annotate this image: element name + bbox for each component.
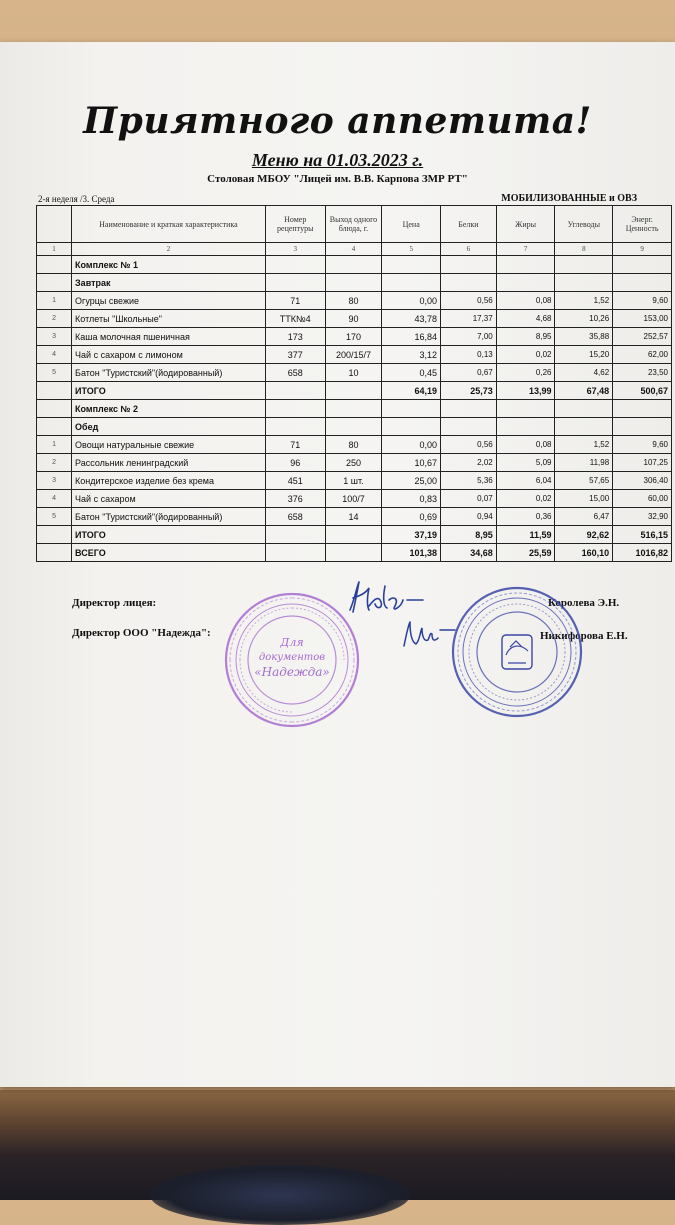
menu-date: Меню на 01.03.2023 г. bbox=[251, 150, 424, 170]
carbs: 11,98 bbox=[555, 454, 613, 472]
meal-row-label: Обед bbox=[72, 418, 266, 436]
column-number: 8 bbox=[555, 243, 613, 256]
director-label: Директор лицея: bbox=[72, 597, 157, 609]
column-number: 3 bbox=[265, 243, 325, 256]
empty-cell bbox=[496, 256, 555, 274]
empty-cell bbox=[325, 256, 382, 274]
column-header: Цена bbox=[382, 206, 441, 243]
table-row bbox=[37, 472, 672, 490]
empty-cell bbox=[555, 418, 613, 436]
empty-cell bbox=[382, 256, 441, 274]
portion: 80 bbox=[325, 292, 382, 310]
empty-cell bbox=[555, 274, 613, 292]
price: 0,00 bbox=[382, 292, 441, 310]
row-number: 4 bbox=[37, 490, 72, 508]
ooo-director-label: Директор ООО "Надежда": bbox=[72, 627, 211, 639]
price: 16,84 bbox=[382, 328, 441, 346]
empty-cell bbox=[555, 400, 613, 418]
protein: 5,36 bbox=[441, 472, 497, 490]
grand-total-row bbox=[37, 544, 672, 562]
empty-cell bbox=[325, 544, 382, 562]
dish-name: Каша молочная пшеничная bbox=[72, 328, 266, 346]
recipe-number: 451 bbox=[265, 472, 325, 490]
portion: 250 bbox=[325, 454, 382, 472]
total-fat: 11,59 bbox=[496, 526, 555, 544]
empty-cell bbox=[496, 418, 555, 436]
dish-name: Батон "Туристский"(йодированный) bbox=[72, 364, 266, 382]
empty-cell bbox=[37, 418, 72, 436]
price: 0,00 bbox=[382, 436, 441, 454]
dish-name: Рассольник ленинградский bbox=[72, 454, 266, 472]
column-number: 5 bbox=[382, 243, 441, 256]
price: 3,12 bbox=[382, 346, 441, 364]
protein: 2,02 bbox=[441, 454, 497, 472]
empty-cell bbox=[613, 256, 672, 274]
empty-cell bbox=[37, 544, 72, 562]
empty-cell bbox=[441, 256, 497, 274]
empty-cell bbox=[441, 400, 497, 418]
carbs: 57,65 bbox=[555, 472, 613, 490]
portion: 80 bbox=[325, 436, 382, 454]
table-row bbox=[37, 364, 672, 382]
portion: 90 bbox=[325, 310, 382, 328]
object-shadow bbox=[150, 1165, 410, 1225]
table-row bbox=[37, 310, 672, 328]
protein: 0,94 bbox=[441, 508, 497, 526]
fat: 0,26 bbox=[496, 364, 555, 382]
energy: 60,00 bbox=[613, 490, 672, 508]
total-label: ВСЕГО bbox=[72, 544, 266, 562]
column-header: Жиры bbox=[496, 206, 555, 243]
dish-name: Огурцы свежие bbox=[72, 292, 266, 310]
column-number: 6 bbox=[441, 243, 497, 256]
fat: 6,04 bbox=[496, 472, 555, 490]
portion: 100/7 bbox=[325, 490, 382, 508]
director-name: Королева Э.Н. bbox=[548, 597, 620, 609]
energy: 107,25 bbox=[613, 454, 672, 472]
row-number: 3 bbox=[37, 472, 72, 490]
protein: 7,00 bbox=[441, 328, 497, 346]
total-energy: 1016,82 bbox=[613, 544, 672, 562]
fat: 4,68 bbox=[496, 310, 555, 328]
company-stamp bbox=[222, 590, 362, 730]
dish-name: Котлеты "Школьные" bbox=[72, 310, 266, 328]
empty-cell bbox=[325, 274, 382, 292]
total-energy: 516,15 bbox=[613, 526, 672, 544]
recipe-number: 377 bbox=[265, 346, 325, 364]
price: 0,83 bbox=[382, 490, 441, 508]
energy: 62,00 bbox=[613, 346, 672, 364]
table-header-row bbox=[37, 206, 672, 243]
dish-name: Чай с сахаром с лимоном bbox=[72, 346, 266, 364]
row-number: 5 bbox=[37, 508, 72, 526]
dish-name: Батон "Туристский"(йодированный) bbox=[72, 508, 266, 526]
empty-cell bbox=[613, 418, 672, 436]
protein: 17,37 bbox=[441, 310, 497, 328]
recipe-number: 376 bbox=[265, 490, 325, 508]
column-number: 1 bbox=[37, 243, 72, 256]
carbs: 10,26 bbox=[555, 310, 613, 328]
total-fat: 13,99 bbox=[496, 382, 555, 400]
price: 0,45 bbox=[382, 364, 441, 382]
table-row bbox=[37, 292, 672, 310]
total-energy: 500,67 bbox=[613, 382, 672, 400]
empty-cell bbox=[37, 274, 72, 292]
meal-row-label: Завтрак bbox=[72, 274, 266, 292]
stamp-text-2: документов bbox=[258, 652, 326, 663]
meal-row bbox=[37, 418, 672, 436]
column-number: 9 bbox=[613, 243, 672, 256]
empty-cell bbox=[325, 418, 382, 436]
complex-row-label: Комплекс № 1 bbox=[72, 256, 266, 274]
carbs: 4,62 bbox=[555, 364, 613, 382]
total-carbs: 67,48 bbox=[555, 382, 613, 400]
table-row bbox=[37, 490, 672, 508]
carbs: 15,20 bbox=[555, 346, 613, 364]
fat: 0,02 bbox=[496, 490, 555, 508]
price: 25,00 bbox=[382, 472, 441, 490]
recipe-number: 658 bbox=[265, 508, 325, 526]
protein: 0,13 bbox=[441, 346, 497, 364]
meal-row bbox=[37, 274, 672, 292]
total-fat: 25,59 bbox=[496, 544, 555, 562]
empty-cell bbox=[265, 256, 325, 274]
ooo-director-name: Никифорова Е.Н. bbox=[540, 630, 628, 642]
energy: 23,50 bbox=[613, 364, 672, 382]
price: 0,69 bbox=[382, 508, 441, 526]
complex-row bbox=[37, 256, 672, 274]
column-header: Углеводы bbox=[555, 206, 613, 243]
column-number: 7 bbox=[496, 243, 555, 256]
empty-cell bbox=[613, 400, 672, 418]
total-protein: 34,68 bbox=[441, 544, 497, 562]
empty-cell bbox=[325, 526, 382, 544]
protein: 0,56 bbox=[441, 436, 497, 454]
complex-row-label: Комплекс № 2 bbox=[72, 400, 266, 418]
portion: 14 bbox=[325, 508, 382, 526]
energy: 252,57 bbox=[613, 328, 672, 346]
row-number: 4 bbox=[37, 346, 72, 364]
complex-row bbox=[37, 400, 672, 418]
row-number: 1 bbox=[37, 436, 72, 454]
carbs: 1,52 bbox=[555, 292, 613, 310]
total-carbs: 92,62 bbox=[555, 526, 613, 544]
fat: 8,95 bbox=[496, 328, 555, 346]
portion: 10 bbox=[325, 364, 382, 382]
total-price: 101,38 bbox=[382, 544, 441, 562]
energy: 9,60 bbox=[613, 436, 672, 454]
row-number: 2 bbox=[37, 310, 72, 328]
energy: 153,00 bbox=[613, 310, 672, 328]
fat: 0,08 bbox=[496, 436, 555, 454]
total-carbs: 160,10 bbox=[555, 544, 613, 562]
column-header: Белки bbox=[441, 206, 497, 243]
fat: 0,02 bbox=[496, 346, 555, 364]
table-row bbox=[37, 454, 672, 472]
dish-name: Чай с сахаром bbox=[72, 490, 266, 508]
total-row bbox=[37, 526, 672, 544]
empty-cell bbox=[265, 544, 325, 562]
energy: 9,60 bbox=[613, 292, 672, 310]
table-row bbox=[37, 508, 672, 526]
column-header: Наименование и краткая характеристика bbox=[72, 206, 266, 243]
total-price: 37,19 bbox=[382, 526, 441, 544]
carbs: 1,52 bbox=[555, 436, 613, 454]
price: 43,78 bbox=[382, 310, 441, 328]
empty-cell bbox=[265, 274, 325, 292]
recipe-number: 96 bbox=[265, 454, 325, 472]
total-protein: 8,95 bbox=[441, 526, 497, 544]
empty-cell bbox=[325, 382, 382, 400]
carbs: 35,88 bbox=[555, 328, 613, 346]
dish-name: Овощи натуральные свежие bbox=[72, 436, 266, 454]
dish-name: Кондитерское изделие без крема bbox=[72, 472, 266, 490]
empty-cell bbox=[37, 382, 72, 400]
carbs: 6,47 bbox=[555, 508, 613, 526]
protein: 0,07 bbox=[441, 490, 497, 508]
total-label: ИТОГО bbox=[72, 526, 266, 544]
empty-cell bbox=[325, 400, 382, 418]
column-header bbox=[37, 206, 72, 243]
recipe-number: 71 bbox=[265, 292, 325, 310]
empty-cell bbox=[37, 400, 72, 418]
portion: 170 bbox=[325, 328, 382, 346]
canteen-name: Столовая МБОУ "Лицей им. В.В. Карпова ЗМР РТ" bbox=[207, 173, 468, 185]
empty-cell bbox=[265, 382, 325, 400]
empty-cell bbox=[555, 256, 613, 274]
empty-cell bbox=[441, 418, 497, 436]
empty-cell bbox=[613, 274, 672, 292]
total-label: ИТОГО bbox=[72, 382, 266, 400]
row-number: 3 bbox=[37, 328, 72, 346]
fat: 5,09 bbox=[496, 454, 555, 472]
fat: 0,36 bbox=[496, 508, 555, 526]
menu-table bbox=[36, 205, 672, 562]
total-price: 64,19 bbox=[382, 382, 441, 400]
recipe-number: 658 bbox=[265, 364, 325, 382]
portion: 200/15/7 bbox=[325, 346, 382, 364]
row-number: 2 bbox=[37, 454, 72, 472]
empty-cell bbox=[382, 418, 441, 436]
protein: 0,56 bbox=[441, 292, 497, 310]
empty-cell bbox=[265, 526, 325, 544]
column-number-row bbox=[37, 243, 672, 256]
column-number: 2 bbox=[72, 243, 266, 256]
stamp-text-1: Для bbox=[280, 636, 304, 649]
carbs: 15,00 bbox=[555, 490, 613, 508]
column-header: Энерг. Ценность bbox=[613, 206, 672, 243]
recipe-number: 173 bbox=[265, 328, 325, 346]
week-day: 2-я неделя /3. Среда bbox=[38, 194, 115, 204]
recipe-number: 71 bbox=[265, 436, 325, 454]
empty-cell bbox=[265, 400, 325, 418]
column-number: 4 bbox=[325, 243, 382, 256]
row-number: 1 bbox=[37, 292, 72, 310]
energy: 306,40 bbox=[613, 472, 672, 490]
column-header: Выход одного блюда, г. bbox=[325, 206, 382, 243]
empty-cell bbox=[382, 400, 441, 418]
total-row bbox=[37, 382, 672, 400]
total-protein: 25,73 bbox=[441, 382, 497, 400]
protein: 0,67 bbox=[441, 364, 497, 382]
price: 10,67 bbox=[382, 454, 441, 472]
table-row bbox=[37, 328, 672, 346]
empty-cell bbox=[382, 274, 441, 292]
empty-cell bbox=[496, 274, 555, 292]
recipe-number: ТТК№4 bbox=[265, 310, 325, 328]
row-number: 5 bbox=[37, 364, 72, 382]
energy: 32,90 bbox=[613, 508, 672, 526]
fat: 0,08 bbox=[496, 292, 555, 310]
portion: 1 шт. bbox=[325, 472, 382, 490]
page-title: Приятного аппетита! bbox=[83, 100, 592, 142]
category-label: МОБИЛИЗОВАННЫЕ и ОВЗ bbox=[501, 193, 637, 204]
table-row bbox=[37, 346, 672, 364]
school-stamp bbox=[450, 585, 585, 720]
empty-cell bbox=[37, 256, 72, 274]
empty-cell bbox=[496, 400, 555, 418]
stamp-text-3: «Надежда» bbox=[254, 665, 330, 679]
table-row bbox=[37, 436, 672, 454]
column-header: Номер рецептуры bbox=[265, 206, 325, 243]
empty-cell bbox=[37, 526, 72, 544]
empty-cell bbox=[265, 418, 325, 436]
empty-cell bbox=[441, 274, 497, 292]
